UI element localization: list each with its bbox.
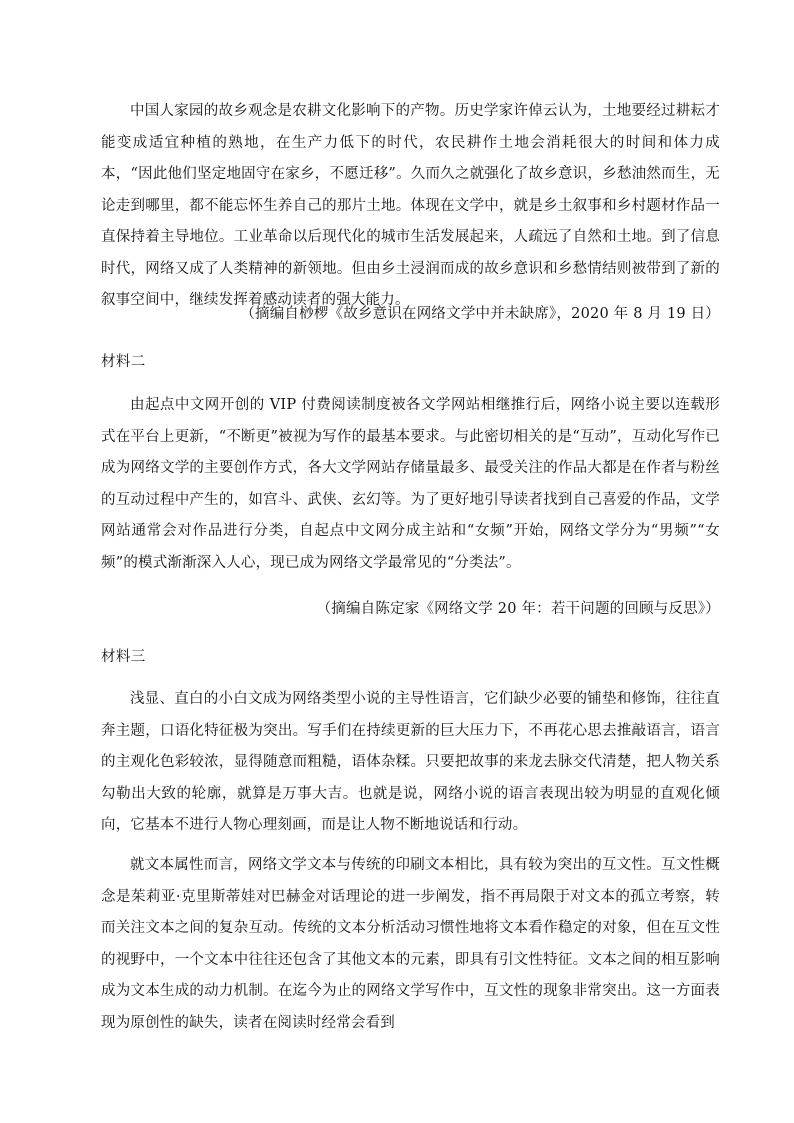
paragraph-material-three-b: 就文本属性而言，网络文学文本与传统的印刷文本相比，具有较为突出的互文性。互文性概念是茱莉亚·克里斯蒂娃对巴赫金对话理论的进一步阐发，指不再局限于对文本的孤立考察，转而关注文本之间的复杂互动。传统的文本分析活动习惯性地将文本看作稳定的对象，但在互文性的视野中，一个文本中往往还包含了其他文本的元素，即具有引文性特征。文本之间的相互影响成为文本生成的动力机制。在迄今为止的网络文学写作中，互文性的现象非常突出。这一方面表现为原创性的缺失，读者在阅读时经常会看到 xyxy=(101,857,720,1031)
paragraph-material-two: 由起点中文网开创的 VIP 付费阅读制度被各文学网站相继推行后，网络小说主要以连载形式在平台上更新，“不断更”被视为写作的最基本要求。与此密切相关的是“互动”，互动化写作已成为网络文学的主要创作方式，各大文学网站存储量最多、最受关注的作品大都是在作者与粉丝的互动过程中产生的，如宫斗、武侠、玄幻等。为了更好地引导读者找到自己喜爱的作品，文学网站通常会对作品进行分类，自起点中文网分成主站和“女频”开始，网络文学分为“男频”“女频”的模式渐渐深入人心，现已成为网络文学最常见的“分类法”。 xyxy=(101,397,720,571)
paragraph-material-one: 中国人家园的故乡观念是农耕文化影响下的产物。历史学家许倬云认为，土地要经过耕耘才能变成适宜种植的熟地，在生产力低下的时代，农民耕作土地会消耗很大的时间和体力成本，“因此他们坚定地固守在家乡，不愿迁移”。久而久之就强化了故乡意识，乡愁油然而生，无论走到哪里，都不能忘怀生养自己的那片土地。体现在文学中，就是乡土叙事和乡村题材作品一直保持着主导地位。工业革命以后现代化的城市生活发展起来，人疏远了自然和土地。到了信息时代，网络又成了人类精神的新领地。但由乡土浸润而成的故乡意识和乡愁情结则被带到了新的叙事空间中，继续发挥着感动读者的强大能力。 xyxy=(101,103,720,308)
heading-material-two: 材料二 xyxy=(101,354,146,370)
heading-material-three: 材料三 xyxy=(101,649,146,665)
paragraph-material-three-a: 浅显、直白的小白文成为网络类型小说的主导性语言，它们缺少必要的铺垫和修饰，往往直奔主题，口语化特征极为突出。写手们在持续更新的巨大压力下，不再花心思去推敲语言，语言的主观化色彩较浓，显得随意而粗糙，语体杂糅。只要把故事的来龙去脉交代清楚，把人物关系勾勒出大致的轮廓，就算是万事大吉。也就是说，网络小说的语言表现出较为明显的直观化倾向，它基本不进行人物心理刻画，而是让人物不断地说话和行动。 xyxy=(101,691,720,833)
source-citation-one: （摘编自桫椤《故乡意识在网络文学中并未缺席》，2020 年 8 月 19 日） xyxy=(240,306,720,322)
source-citation-two: （摘编自陈定家《网络文学 20 年：若干问题的回顾与反思》） xyxy=(316,601,720,617)
